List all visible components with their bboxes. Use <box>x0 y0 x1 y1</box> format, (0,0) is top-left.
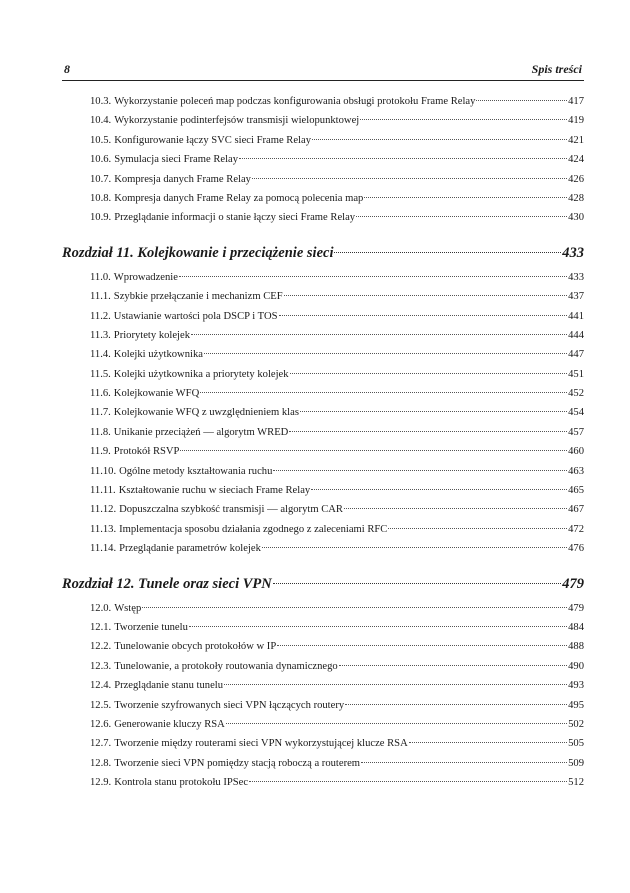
toc-entry <box>90 212 584 231</box>
dot-leader <box>200 392 567 393</box>
toc-entry <box>90 466 584 485</box>
entry-number: 10.5. <box>90 134 112 146</box>
entry-page: 495 <box>568 699 584 711</box>
entry-page: 490 <box>568 660 584 672</box>
entry-title: Priorytety kolejek <box>113 329 190 341</box>
entry-page: 451 <box>568 368 584 380</box>
dot-leader <box>189 626 567 627</box>
entry-number: 11.12. <box>90 504 117 516</box>
entry-page: 460 <box>568 446 584 458</box>
entry-page: 472 <box>568 523 584 535</box>
toc-entry <box>90 504 584 523</box>
toc-entry <box>90 603 584 622</box>
entry-number: 12.6. <box>90 718 112 730</box>
entry-page: 465 <box>568 485 584 497</box>
running-title: Spis treści <box>531 62 582 76</box>
entry-title: Przeglądanie informacji o stanie łączy sieci Frame Relay <box>114 212 356 224</box>
dot-leader <box>312 139 567 140</box>
toc-entry <box>90 115 584 134</box>
entry-number: 12.1. <box>90 621 112 633</box>
entry-page: 421 <box>568 134 584 146</box>
entry-number: 10.4. <box>90 115 112 127</box>
toc-entry <box>90 641 584 660</box>
dot-leader <box>204 353 567 354</box>
entry-page: 417 <box>568 96 584 107</box>
entry-number: 12.9. <box>90 777 112 789</box>
dot-leader <box>277 645 567 646</box>
toc-entry <box>90 543 584 562</box>
entry-title: Tworzenie sieci VPN pomiędzy stacją roboczą a routerem <box>114 757 361 769</box>
entry-page: 467 <box>568 504 584 516</box>
entry-title: Unikanie przeciążeń — algorytm WRED <box>113 426 289 438</box>
chapter-heading <box>62 576 584 598</box>
entry-number: 11.6. <box>90 388 111 400</box>
entry-title: Szybkie przełączanie i mechanizm CEF <box>113 291 283 303</box>
entry-title: Generowanie kluczy RSA <box>114 718 225 730</box>
toc-entry <box>90 349 584 368</box>
entry-page: 419 <box>568 115 584 127</box>
page-header <box>62 62 584 81</box>
entry-title: Symulacja sieci Frame Relay <box>114 154 239 166</box>
entry-title: Wykorzystanie poleceń map podczas konfigurowania obsługi protokołu Frame Relay <box>114 96 476 107</box>
entry-title: Tworzenie między routerami sieci VPN wykorzystującej klucze RSA <box>114 738 408 750</box>
entry-title: Kolejkowanie WFQ z uwzględnieniem klas <box>113 407 299 419</box>
entry-number: 11.8. <box>90 426 111 438</box>
entry-number: 12.5. <box>90 699 112 711</box>
entry-number: 12.3. <box>90 660 112 672</box>
toc-entry <box>90 193 584 212</box>
entry-title: Wprowadzenie <box>113 271 178 283</box>
entry-page: 437 <box>568 291 584 303</box>
toc-entry <box>90 738 584 757</box>
entry-page: 452 <box>568 388 584 400</box>
entry-title: Kształtowanie ruchu w sieciach Frame Relay <box>118 485 311 497</box>
toc-entry <box>90 485 584 504</box>
entry-title: Tunelowanie obcych protokołów w IP <box>114 641 277 653</box>
toc-entry <box>90 719 584 738</box>
entry-title: Ogólne metody kształtowania ruchu <box>119 465 273 477</box>
dot-leader <box>339 665 567 666</box>
entry-page: 433 <box>568 271 584 283</box>
dot-leader <box>361 762 567 763</box>
entry-page: 493 <box>568 680 584 692</box>
entry-number: 11.0. <box>90 271 111 283</box>
dot-leader <box>364 197 567 198</box>
toc-entry <box>90 680 584 699</box>
page-number: 8 <box>64 62 70 76</box>
entry-title: Kolejki użytkownika a priorytety kolejek <box>113 368 289 380</box>
table-of-contents <box>62 96 584 797</box>
toc-entry <box>90 661 584 680</box>
entry-number: 12.2. <box>90 641 112 653</box>
dot-leader <box>344 508 567 509</box>
chapter-page: 479 <box>562 575 584 592</box>
entry-number: 11.13. <box>90 523 117 535</box>
entry-page: 457 <box>568 426 584 438</box>
entry-title: Dopuszczalna szybkość transmisji — algorytm CAR <box>119 504 343 516</box>
entry-title: Tunelowanie, a protokoły routowania dynamicznego <box>114 660 338 672</box>
toc-entry <box>90 272 584 291</box>
entry-page: 424 <box>568 154 584 166</box>
entry-page: 502 <box>568 718 584 730</box>
entry-page: 476 <box>568 543 584 555</box>
entry-number: 11.10. <box>90 465 117 477</box>
dot-leader <box>311 489 567 490</box>
dot-leader <box>273 470 567 471</box>
dot-leader <box>239 158 567 159</box>
entry-page: 509 <box>568 757 584 769</box>
entry-title: Przeglądanie parametrów kolejek <box>119 543 261 555</box>
dot-leader <box>388 528 567 529</box>
dot-leader <box>179 276 567 277</box>
dot-leader <box>409 742 567 743</box>
dot-leader <box>226 723 567 724</box>
entry-title: Wykorzystanie podinterfejsów transmisji wielopunktowej <box>114 115 360 127</box>
dot-leader <box>345 704 567 705</box>
entry-title: Konfigurowanie łączy SVC sieci Frame Relay <box>114 134 311 146</box>
chapter-page: 433 <box>562 244 584 261</box>
entry-page: 454 <box>568 407 584 419</box>
dot-leader <box>360 119 567 120</box>
dot-leader <box>284 295 567 296</box>
entry-page: 447 <box>568 349 584 361</box>
entry-title: Kompresja danych Frame Relay <box>114 173 251 185</box>
toc-entry <box>90 427 584 446</box>
dot-leader <box>224 684 567 685</box>
entry-title: Kolejki użytkownika <box>113 349 203 361</box>
toc-entry <box>90 369 584 388</box>
toc-entry <box>90 758 584 777</box>
dot-leader <box>142 607 567 608</box>
entry-page: 488 <box>568 641 584 653</box>
toc-entry <box>90 700 584 719</box>
dot-leader <box>191 334 567 335</box>
toc-entry <box>90 388 584 407</box>
entry-number: 11.1. <box>90 291 111 303</box>
entry-number: 10.9. <box>90 212 112 224</box>
entry-title: Tworzenie szyfrowanych sieci VPN łączących routery <box>114 699 345 711</box>
entry-page: 426 <box>568 173 584 185</box>
entry-page: 428 <box>568 192 584 204</box>
entry-number: 12.7. <box>90 738 112 750</box>
entry-number: 11.3. <box>90 329 111 341</box>
toc-entry <box>90 524 584 543</box>
entry-title: Implementacja sposobu działania zgodnego z zaleceniami RFC <box>119 523 388 535</box>
entry-number: 11.14. <box>90 543 117 555</box>
entry-number: 12.8. <box>90 757 112 769</box>
toc-entry <box>90 407 584 426</box>
toc-entry <box>90 96 584 115</box>
entry-number: 11.9. <box>90 446 111 458</box>
toc-entry <box>90 154 584 173</box>
chapter-title: Rozdział 12. Tunele oraz sieci VPN <box>62 575 272 592</box>
entry-title: Kompresja danych Frame Relay za pomocą polecenia map <box>114 192 364 204</box>
toc-entry <box>90 135 584 154</box>
chapter-title: Rozdział 11. Kolejkowanie i przeciążenie sieci <box>62 244 334 261</box>
dot-leader <box>289 431 567 432</box>
dot-leader <box>279 315 568 316</box>
entry-title: Tworzenie tunelu <box>114 621 188 633</box>
toc-entry <box>90 446 584 465</box>
entry-number: 11.2. <box>90 310 111 322</box>
entry-number: 11.11. <box>90 485 116 497</box>
entry-title: Kontrola stanu protokołu IPSec <box>114 777 249 789</box>
entry-page: 484 <box>568 621 584 633</box>
entry-page: 430 <box>568 212 584 224</box>
dot-leader <box>334 252 561 253</box>
entry-page: 463 <box>568 465 584 477</box>
entry-page: 479 <box>568 602 584 614</box>
entry-title: Wstęp <box>114 602 142 614</box>
entry-number: 11.4. <box>90 349 111 361</box>
entry-title: Ustawianie wartości pola DSCP i TOS <box>113 310 278 322</box>
dot-leader <box>252 178 567 179</box>
chapter-heading <box>62 245 584 267</box>
dot-leader <box>273 583 562 584</box>
toc-entry <box>90 311 584 330</box>
dot-leader <box>262 547 567 548</box>
entry-title: Kolejkowanie WFQ <box>113 388 200 400</box>
entry-number: 10.3. <box>90 96 112 107</box>
entry-page: 444 <box>568 329 584 341</box>
dot-leader <box>180 450 567 451</box>
entry-number: 10.6. <box>90 154 112 166</box>
toc-entry <box>90 174 584 193</box>
entry-number: 12.4. <box>90 680 112 692</box>
entry-title: Protokół RSVP <box>113 446 180 458</box>
toc-entry <box>90 622 584 641</box>
toc-entry <box>90 777 584 796</box>
entry-number: 11.7. <box>90 407 111 419</box>
entry-number: 10.8. <box>90 192 112 204</box>
dot-leader <box>249 781 567 782</box>
entry-page: 505 <box>568 738 584 750</box>
dot-leader <box>290 373 568 374</box>
entry-number: 11.5. <box>90 368 111 380</box>
dot-leader <box>476 100 567 101</box>
dot-leader <box>300 411 567 412</box>
toc-entry <box>90 291 584 310</box>
entry-page: 512 <box>568 777 584 789</box>
toc-entry <box>90 330 584 349</box>
entry-number: 12.0. <box>90 602 112 614</box>
entry-page: 441 <box>568 310 584 322</box>
entry-title: Przeglądanie stanu tunelu <box>114 680 224 692</box>
dot-leader <box>356 216 567 217</box>
entry-number: 10.7. <box>90 173 112 185</box>
